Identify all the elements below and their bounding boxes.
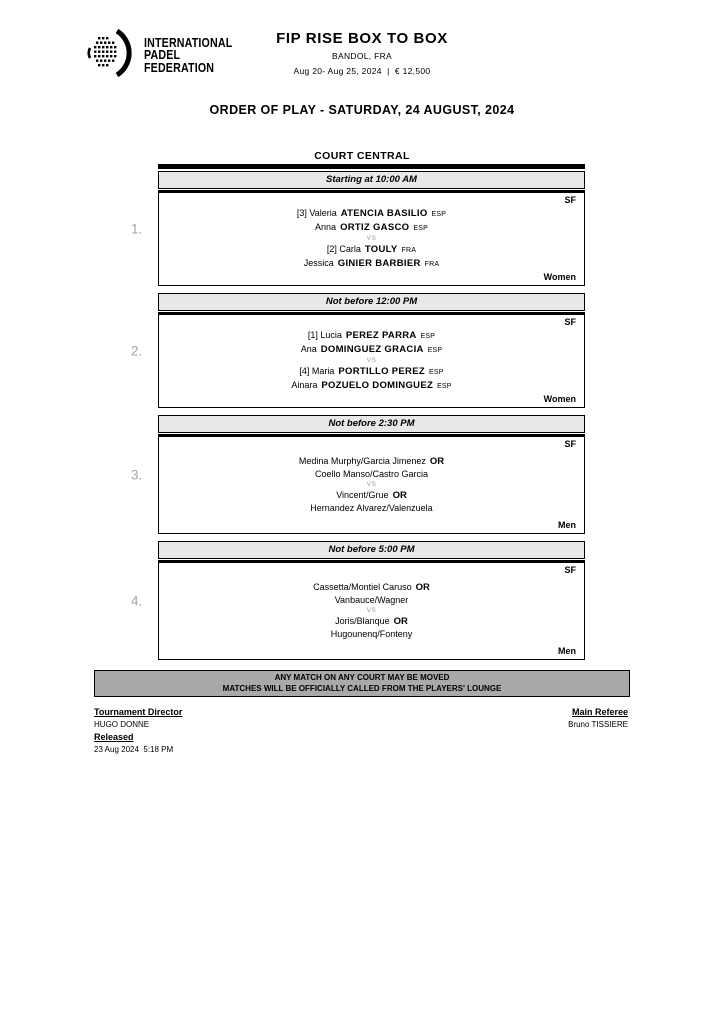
team-line <box>167 455 576 468</box>
logo-line-1: INTERNATIONAL <box>144 34 233 50</box>
match-number: 2. <box>131 343 143 358</box>
tournament-director-name: HUGO DONNE <box>94 720 150 729</box>
order-of-play-title: ORDER OF PLAY - SATURDAY, 24 AUGUST, 2024 <box>209 103 515 117</box>
tournament-director-label: Tournament Director <box>94 707 183 717</box>
ipf-logo-text <box>144 34 233 75</box>
team-line <box>167 468 576 481</box>
team-names: Hernandez Alvarez/Valenzuela <box>310 502 433 513</box>
match-number: 4. <box>131 593 143 608</box>
main-referee-label: Main Referee <box>571 707 628 717</box>
round-tag: SF <box>564 317 576 327</box>
player-name: Ainara <box>291 379 318 390</box>
team-line <box>167 489 576 502</box>
or-label: OR <box>393 615 408 627</box>
ipf-logo <box>86 27 252 84</box>
team-line <box>167 257 576 271</box>
match-time-header: Not before 5:00 PM <box>158 541 585 559</box>
teams-block <box>167 205 576 272</box>
player-name: Jessica <box>303 257 334 268</box>
round-tag: SF <box>564 565 576 575</box>
player-country: ESP <box>413 224 428 232</box>
match-1 <box>131 171 585 286</box>
match-2 <box>131 293 585 408</box>
match-number: 3. <box>131 467 143 482</box>
logo-line-3: FEDERATION <box>144 59 215 75</box>
player-surname: POZUELO DOMINGUEZ <box>321 379 434 391</box>
team-names: Vincent/Grue <box>336 489 389 500</box>
team-names: Hugounenq/Fonteny <box>330 628 413 639</box>
team-names: Medina Murphy/Garcia Jimenez <box>298 455 426 466</box>
team-line <box>167 379 576 393</box>
match-time-header: Not before 12:00 PM <box>158 293 585 311</box>
teams-block <box>167 449 576 520</box>
vs-label: VS <box>366 606 377 614</box>
player-surname: ORTIZ GASCO <box>340 221 410 233</box>
released-datetime: 23 Aug 2024 5:18 PM <box>94 745 174 754</box>
match-time-header: Not before 2:30 PM <box>158 415 585 433</box>
player-country: ESP <box>420 332 436 340</box>
officials-left <box>94 704 182 754</box>
team-line <box>167 243 576 257</box>
player-country: FRA <box>401 246 417 254</box>
player-surname: DOMINGUEZ GRACIA <box>320 343 424 355</box>
player-country: ESP <box>427 346 443 354</box>
vs-label: VS <box>366 234 377 242</box>
match-3 <box>131 415 585 534</box>
player-name: [4] Maria <box>299 365 335 376</box>
player-surname: PEREZ PARRA <box>345 329 417 341</box>
event-dates-prize: Aug 20- Aug 25, 2024 | € 12,500 <box>293 66 431 76</box>
round-tag: SF <box>564 439 576 449</box>
category-tag: Men <box>558 646 576 656</box>
team-line <box>167 615 576 628</box>
team-line <box>167 594 576 607</box>
officials-right <box>568 704 628 754</box>
player-surname: ATENCIA BASILIO <box>340 207 428 219</box>
team-line <box>167 221 576 235</box>
player-name: [2] Carla <box>326 243 361 254</box>
logo-line-2: PADEL <box>144 47 181 63</box>
notice-line-2: MATCHES WILL BE OFFICIALLY CALLED FROM THE PLAYERS' LOUNGE <box>222 683 502 693</box>
notice-banner <box>94 670 630 697</box>
match-number: 1. <box>131 221 143 236</box>
team-names: Vanbauce/Wagner <box>334 594 409 605</box>
event-title: FIP RISE BOX TO BOX <box>276 30 448 47</box>
team-names: Joris/Blanque <box>335 615 390 626</box>
player-surname: GINIER BARBIER <box>337 257 421 269</box>
teams-block <box>167 327 576 394</box>
match-time-header: Starting at 10:00 AM <box>158 171 585 189</box>
teams-block <box>167 575 576 646</box>
category-tag: Women <box>543 272 576 282</box>
player-name: Anna <box>315 221 337 232</box>
team-line <box>167 581 576 594</box>
match-body <box>158 193 585 286</box>
team-line <box>167 207 576 221</box>
player-name: Ana <box>300 343 317 354</box>
player-name: [1] Lucia <box>307 329 342 340</box>
vs-label: VS <box>366 356 377 364</box>
player-surname: PORTILLO PEREZ <box>338 365 425 377</box>
match-body <box>158 315 585 408</box>
player-country: ESP <box>437 382 452 390</box>
match-4 <box>131 541 585 660</box>
released-label: Released <box>94 732 134 742</box>
category-tag: Women <box>543 394 576 404</box>
main-referee-name: Bruno TISSIERE <box>568 720 628 729</box>
ipf-ball-icon <box>86 27 138 84</box>
team-names: Coello Manso/Castro Garcia <box>314 468 429 479</box>
player-surname: TOULY <box>364 243 398 255</box>
court-schedule <box>131 164 585 660</box>
team-line <box>167 502 576 515</box>
vs-label: VS <box>366 480 377 488</box>
event-location: BANDOL, FRA <box>332 51 392 61</box>
team-line <box>167 628 576 641</box>
or-label: OR <box>429 455 445 467</box>
court-name: COURT CENTRAL <box>314 150 410 162</box>
player-country: FRA <box>424 260 440 268</box>
player-country: ESP <box>431 210 447 218</box>
team-line <box>167 329 576 343</box>
team-line <box>167 365 576 379</box>
team-line <box>167 343 576 357</box>
player-name: [3] Valeria <box>296 207 337 218</box>
round-tag: SF <box>564 195 576 205</box>
match-body <box>158 437 585 534</box>
officials-footer <box>94 704 628 754</box>
or-label: OR <box>392 489 407 501</box>
player-country: ESP <box>428 368 444 376</box>
category-tag: Men <box>558 520 576 530</box>
team-names: Cassetta/Montiel Caruso <box>313 581 412 592</box>
table-top-bar <box>158 164 585 169</box>
notice-line-1: ANY MATCH ON ANY COURT MAY BE MOVED <box>274 673 450 682</box>
match-body <box>158 563 585 660</box>
or-label: OR <box>415 581 430 593</box>
